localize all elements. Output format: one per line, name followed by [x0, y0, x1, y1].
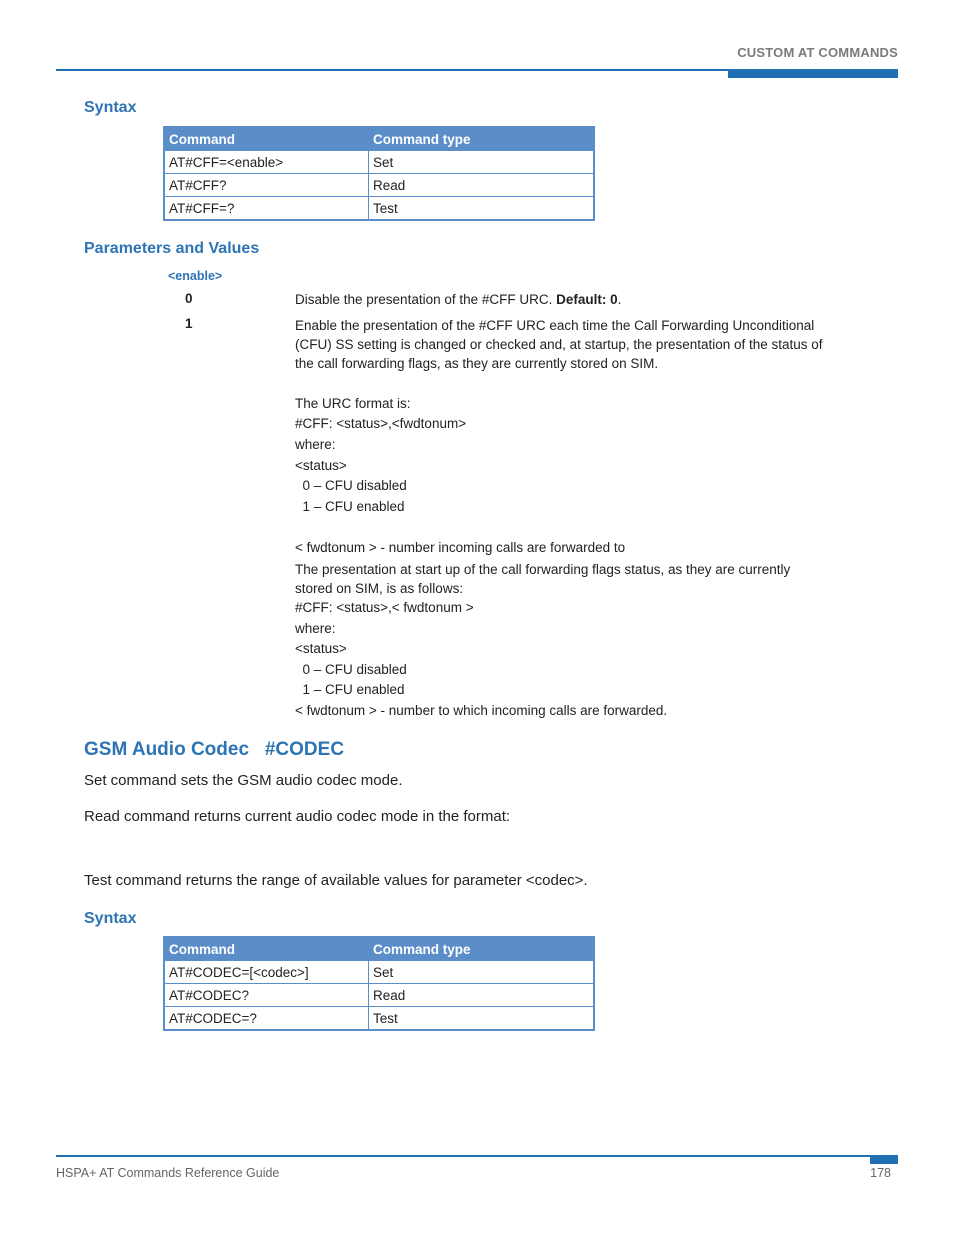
column-header: Command: [164, 937, 369, 961]
command-type-cell: Test: [369, 1007, 595, 1031]
footer-rule: [56, 1155, 898, 1157]
table-header-row: [164, 937, 594, 961]
description-line: 1 – CFU enabled: [295, 499, 405, 514]
table-row: [164, 961, 594, 984]
page-number: 178: [870, 1166, 891, 1180]
parameter-name: <enable>: [168, 269, 223, 283]
table-row: [164, 174, 594, 197]
syntax-table: [163, 126, 595, 221]
column-header: Command type: [369, 937, 595, 961]
table-row: [164, 197, 594, 221]
command-cell: AT#CODEC=[<codec>]: [164, 961, 369, 984]
description-line: where:: [295, 621, 336, 636]
command-cell: AT#CFF=?: [164, 197, 369, 221]
command-cell: AT#CFF=<enable>: [164, 151, 369, 174]
description-line: 0 – CFU disabled: [295, 478, 407, 493]
description-line: #CFF: <status>,< fwdtonum >: [295, 600, 474, 615]
running-header: CUSTOM AT COMMANDS: [737, 45, 898, 60]
column-header: Command: [164, 127, 369, 151]
table-row: [164, 984, 594, 1007]
table-header-row: [164, 127, 594, 151]
command-cell: AT#CODEC=?: [164, 1007, 369, 1031]
command-type-cell: Set: [369, 151, 595, 174]
command-type-cell: Test: [369, 197, 595, 221]
description-line: The URC format is:: [295, 396, 411, 411]
description-line: <status>: [295, 458, 347, 473]
param-description: [295, 290, 825, 309]
body-paragraph: Set command sets the GSM audio codec mode.: [84, 772, 403, 789]
param-value: 0: [185, 291, 193, 306]
table-row: [164, 1007, 594, 1031]
param-description: Enable the presentation of the #CFF URC each time the Call Forwarding Unconditional (CFU) SS setting is changed or checked and, at startup, the presentation of the status of the call forwarding flags, as they are currently stored on SIM.: [295, 318, 823, 371]
description-line: #CFF: <status>,<fwdtonum>: [295, 416, 467, 431]
body-paragraph: Read command returns current audio codec mode in the format:: [84, 808, 511, 825]
param-value: 1: [185, 316, 193, 331]
description-line: where:: [295, 437, 336, 452]
description-line: < fwdtonum > - number incoming calls are forwarded to: [295, 540, 626, 555]
body-paragraph: Test command returns the range of available values for parameter <codec>.: [84, 872, 588, 889]
command-cell: AT#CODEC?: [164, 984, 369, 1007]
command-cell: AT#CFF?: [164, 174, 369, 197]
command-type-cell: Set: [369, 961, 595, 984]
table-row: [164, 151, 594, 174]
section-heading: GSM Audio Codec #CODEC: [84, 739, 345, 760]
syntax-heading: Syntax: [84, 910, 137, 927]
description-line: < fwdtonum > - number to which incoming calls are forwarded.: [295, 703, 668, 718]
description-line: 0 – CFU disabled: [295, 662, 407, 677]
syntax-table: [163, 936, 595, 1031]
footer-accent-block: [870, 1155, 898, 1164]
description-paragraph: The presentation at start up of the call forwarding flags status, as they are currently stored on SIM, is as follows:: [295, 562, 791, 596]
parameters-heading: Parameters and Values: [84, 240, 260, 257]
description-text: Disable the presentation of the #CFF URC.: [295, 292, 557, 307]
default-label: Default: 0: [556, 292, 618, 307]
description-line: 1 – CFU enabled: [295, 682, 405, 697]
column-header: Command type: [369, 127, 595, 151]
command-type-cell: Read: [369, 984, 595, 1007]
footer-title: HSPA+ AT Commands Reference Guide: [56, 1166, 280, 1180]
command-type-cell: Read: [369, 174, 595, 197]
syntax-heading: Syntax: [84, 99, 137, 116]
header-accent-block: [728, 71, 898, 78]
description-tail: .: [617, 292, 622, 307]
description-line: <status>: [295, 641, 347, 656]
